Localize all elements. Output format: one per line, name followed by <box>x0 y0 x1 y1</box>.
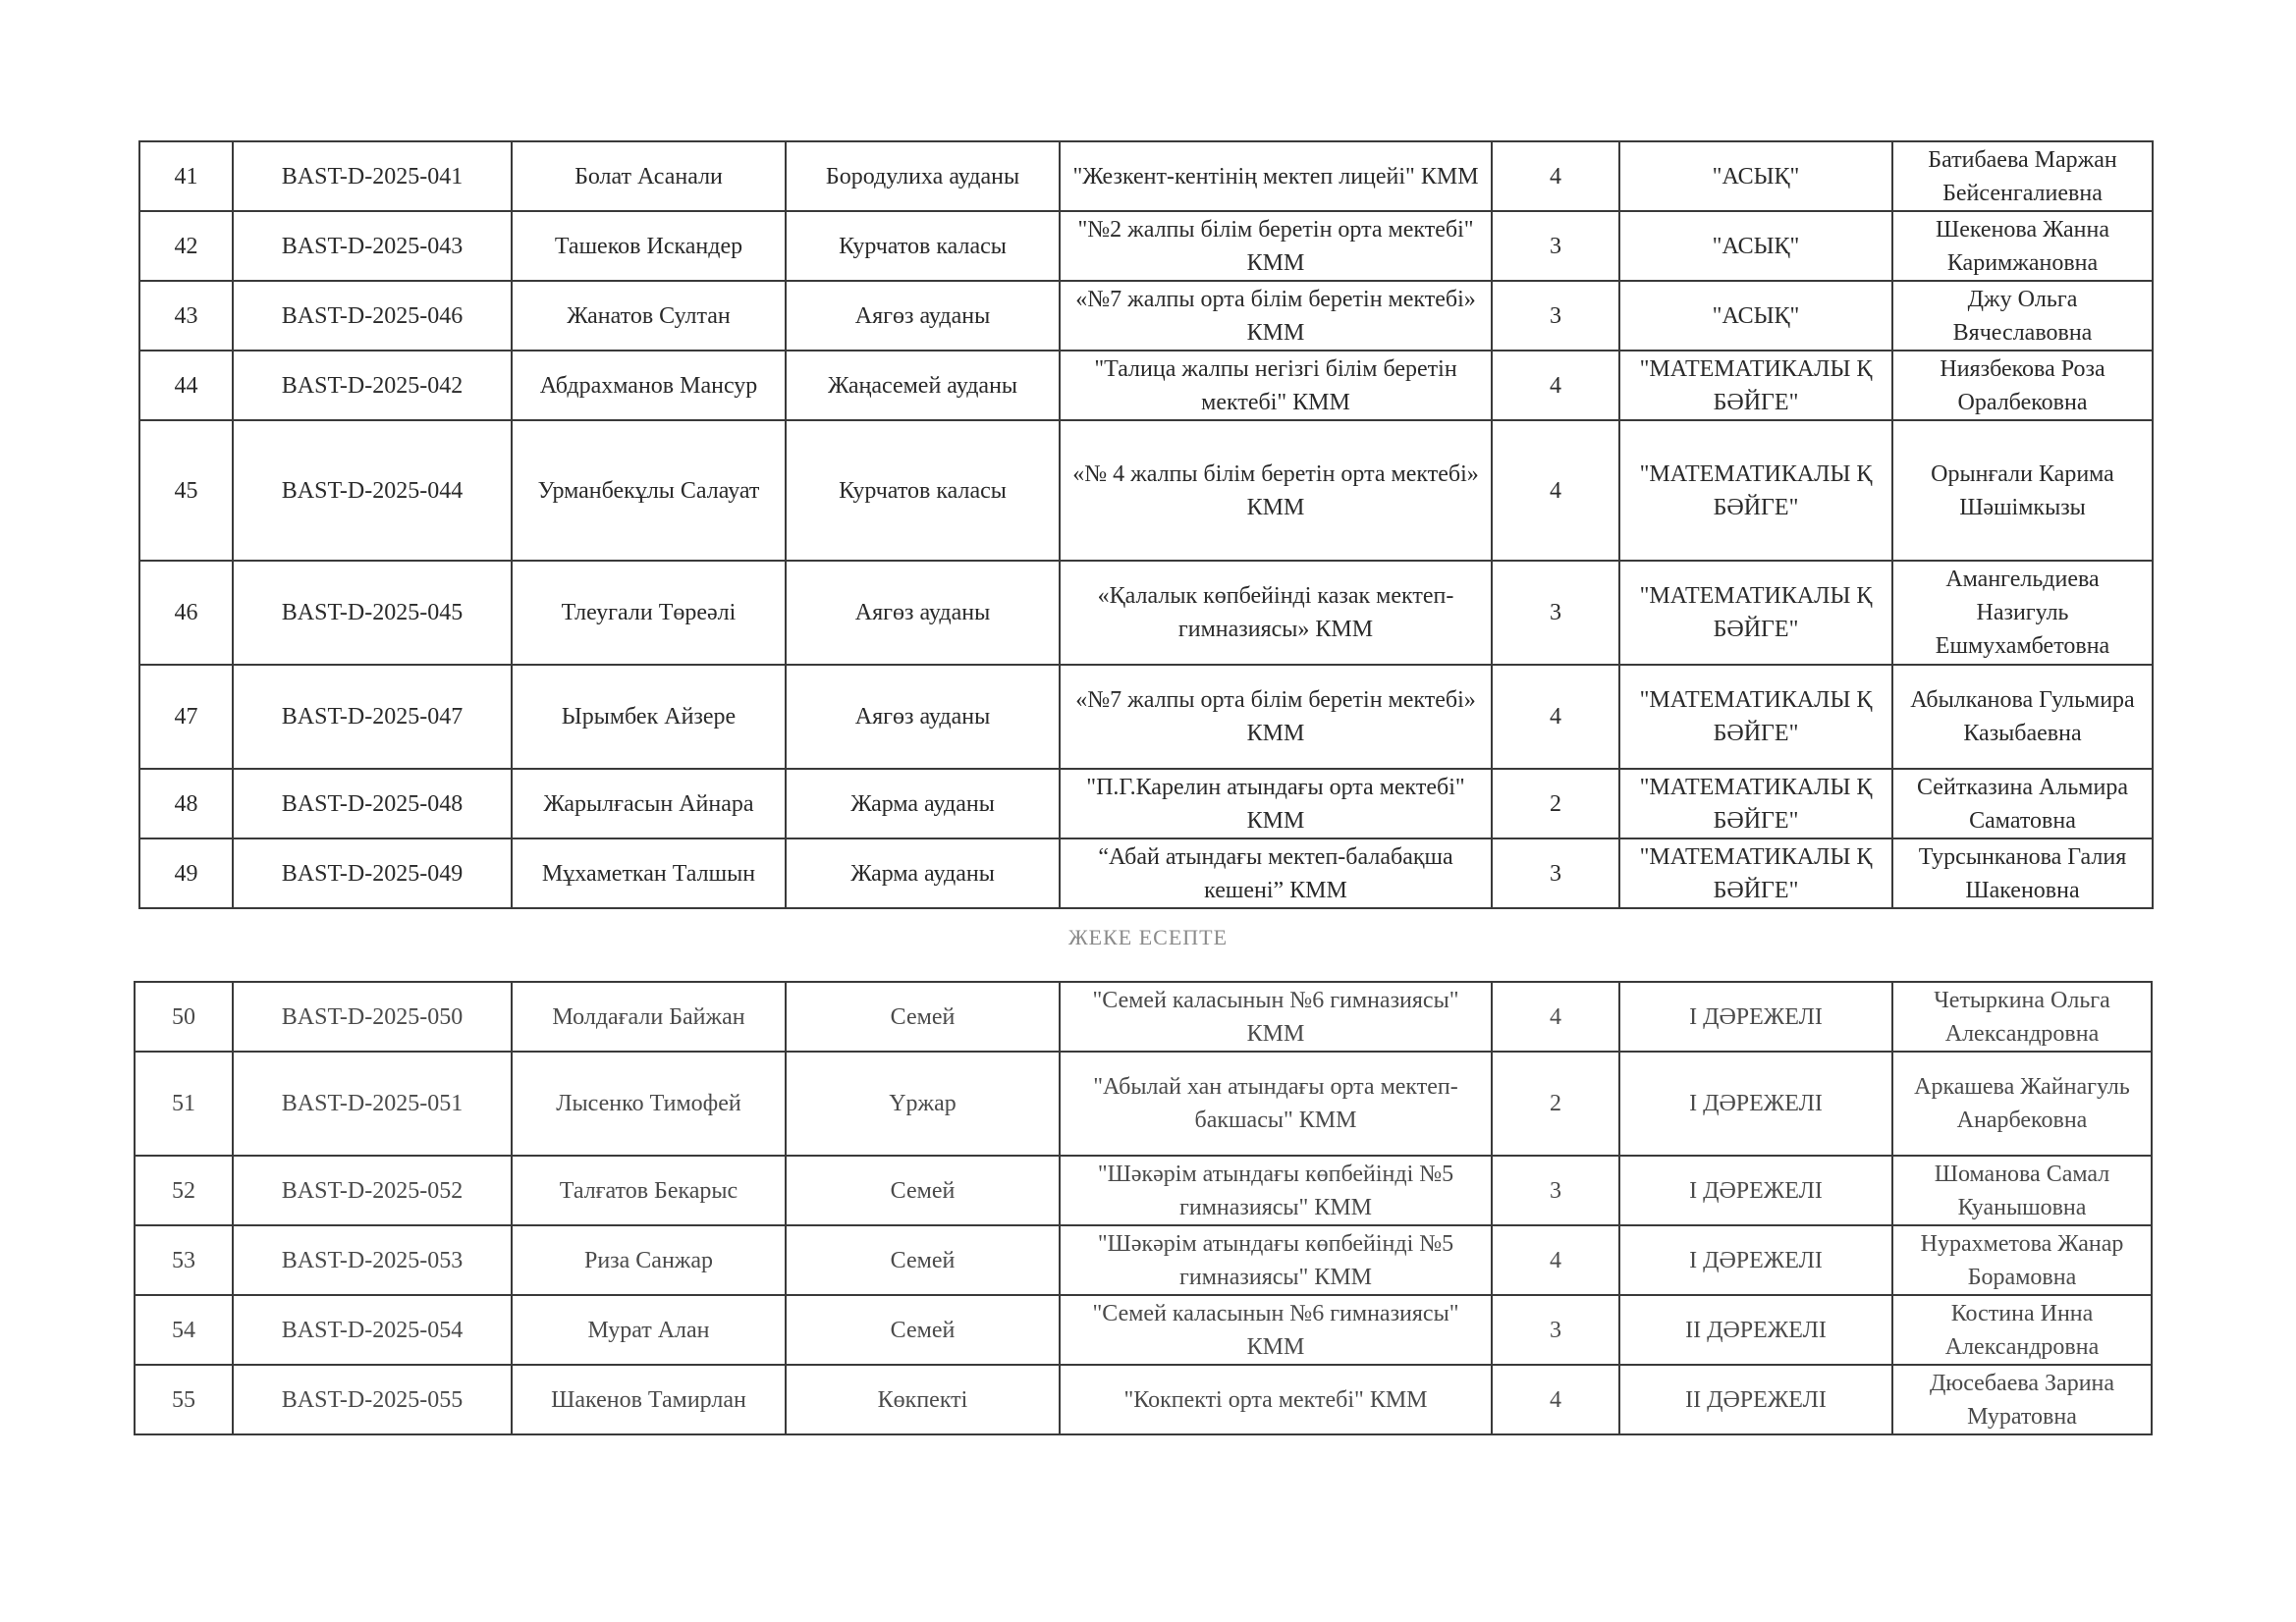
participant-code-cell: BAST-D-2025-041 <box>233 141 512 211</box>
table-row <box>135 1225 2152 1295</box>
teacher-cell: Батибаева Маржан Бейсенгалиевна <box>1892 141 2153 211</box>
school-cell: "Талица жалпы негізгі білім беретін мектебі" КММ <box>1060 351 1492 420</box>
school-cell: "Шәкәрім атындағы көпбейінді №5 гимназиясы" КММ <box>1060 1225 1492 1295</box>
participant-code-cell: BAST-D-2025-050 <box>233 982 512 1052</box>
school-cell: "П.Г.Карелин атындағы орта мектебі" КММ <box>1060 769 1492 838</box>
table-row <box>139 141 2153 211</box>
teacher-cell: Аркашева Жайнагуль Анарбековна <box>1892 1052 2152 1156</box>
grade-cell: 4 <box>1492 351 1619 420</box>
table-row <box>135 1295 2152 1365</box>
district-cell: Аягөз ауданы <box>786 281 1060 351</box>
category-cell: "АСЫҚ" <box>1619 281 1892 351</box>
row-number-cell: 46 <box>139 561 233 665</box>
grade-cell: 3 <box>1492 561 1619 665</box>
teacher-cell: Турсынканова Галия Шакеновна <box>1892 838 2153 908</box>
table-row <box>139 420 2153 561</box>
category-cell: "АСЫҚ" <box>1619 141 1892 211</box>
participant-name-cell: Ырымбек Айзере <box>512 665 786 769</box>
teacher-cell: Четыркина Ольга Александровна <box>1892 982 2152 1052</box>
participant-name-cell: Тлеугали Төреәлі <box>512 561 786 665</box>
participant-code-cell: BAST-D-2025-049 <box>233 838 512 908</box>
participant-code-cell: BAST-D-2025-046 <box>233 281 512 351</box>
participant-code-cell: BAST-D-2025-048 <box>233 769 512 838</box>
row-number-cell: 52 <box>135 1156 233 1225</box>
grade-cell: 3 <box>1492 211 1619 281</box>
participant-name-cell: Шакенов Тамирлан <box>512 1365 786 1434</box>
district-cell: Курчатов каласы <box>786 211 1060 281</box>
category-cell: І ДӘРЕЖЕЛІ <box>1619 982 1892 1052</box>
teacher-cell: Сейтказина Альмира Саматовна <box>1892 769 2153 838</box>
school-cell: «№ 4 жалпы білім беретін орта мектебі» КММ <box>1060 420 1492 561</box>
grade-cell: 4 <box>1492 1225 1619 1295</box>
school-cell: «Қалалык көпбейінді казак мектеп-гимназиясы» КММ <box>1060 561 1492 665</box>
table-row <box>135 1156 2152 1225</box>
table-row <box>139 769 2153 838</box>
school-cell: "Шәкәрім атындағы көпбейінді №5 гимназиясы" КММ <box>1060 1156 1492 1225</box>
row-number-cell: 44 <box>139 351 233 420</box>
school-cell: "Абылай хан атындағы орта мектеп-бакшасы" КММ <box>1060 1052 1492 1156</box>
participant-code-cell: BAST-D-2025-051 <box>233 1052 512 1156</box>
district-cell: Жаңасемей ауданы <box>786 351 1060 420</box>
participant-code-cell: BAST-D-2025-053 <box>233 1225 512 1295</box>
table-row <box>135 1052 2152 1156</box>
participant-name-cell: Мурат Алан <box>512 1295 786 1365</box>
participant-name-cell: Болат Асанали <box>512 141 786 211</box>
district-cell: Үржар <box>786 1052 1060 1156</box>
grade-cell: 4 <box>1492 141 1619 211</box>
participant-code-cell: BAST-D-2025-043 <box>233 211 512 281</box>
table-row <box>139 211 2153 281</box>
table-row <box>135 982 2152 1052</box>
participant-name-cell: Абдрахманов Мансур <box>512 351 786 420</box>
category-cell: "АСЫҚ" <box>1619 211 1892 281</box>
table-row <box>139 838 2153 908</box>
results-table-main-body <box>139 141 2153 908</box>
category-cell: І ДӘРЕЖЕЛІ <box>1619 1052 1892 1156</box>
grade-cell: 4 <box>1492 665 1619 769</box>
teacher-cell: Абылканова Гульмира Казыбаевна <box>1892 665 2153 769</box>
row-number-cell: 54 <box>135 1295 233 1365</box>
participant-code-cell: BAST-D-2025-045 <box>233 561 512 665</box>
teacher-cell: Ниязбекова Роза Оралбековна <box>1892 351 2153 420</box>
grade-cell: 4 <box>1492 982 1619 1052</box>
district-cell: Семей <box>786 1295 1060 1365</box>
district-cell: Семей <box>786 1225 1060 1295</box>
category-cell: "МАТЕМАТИКАЛЫ Қ БӘЙГЕ" <box>1619 561 1892 665</box>
participant-code-cell: BAST-D-2025-047 <box>233 665 512 769</box>
category-cell: "МАТЕМАТИКАЛЫ Қ БӘЙГЕ" <box>1619 838 1892 908</box>
grade-cell: 3 <box>1492 281 1619 351</box>
school-cell: "Жезкент-кентінің мектеп лицейі" КММ <box>1060 141 1492 211</box>
grade-cell: 3 <box>1492 1156 1619 1225</box>
school-cell: «№7 жалпы орта білім беретін мектебі» КММ <box>1060 665 1492 769</box>
school-cell: "№2 жалпы білім беретін орта мектебі" КММ <box>1060 211 1492 281</box>
district-cell: Жарма ауданы <box>786 769 1060 838</box>
row-number-cell: 42 <box>139 211 233 281</box>
participant-name-cell: Мұхаметкан Талшын <box>512 838 786 908</box>
results-table-main <box>138 140 2154 909</box>
teacher-cell: Амангельдиева Назигуль Ешмухамбетовна <box>1892 561 2153 665</box>
teacher-cell: Костина Инна Александровна <box>1892 1295 2152 1365</box>
results-table-individual-body <box>135 982 2152 1434</box>
teacher-cell: Орынғали Карима Шәшімкызы <box>1892 420 2153 561</box>
teacher-cell: Нурахметова Жанар Борамовна <box>1892 1225 2152 1295</box>
teacher-cell: Шекенова Жанна Каримжановна <box>1892 211 2153 281</box>
category-cell: ІІ ДӘРЕЖЕЛІ <box>1619 1295 1892 1365</box>
row-number-cell: 51 <box>135 1052 233 1156</box>
school-cell: "Кокпекті орта мектебі" КММ <box>1060 1365 1492 1434</box>
school-cell: “Абай атындағы мектеп-балабақша кешені” КММ <box>1060 838 1492 908</box>
row-number-cell: 47 <box>139 665 233 769</box>
participant-name-cell: Жарылғасын Айнара <box>512 769 786 838</box>
category-cell: І ДӘРЕЖЕЛІ <box>1619 1156 1892 1225</box>
participant-name-cell: Лысенко Тимофей <box>512 1052 786 1156</box>
grade-cell: 4 <box>1492 420 1619 561</box>
participant-code-cell: BAST-D-2025-042 <box>233 351 512 420</box>
row-number-cell: 53 <box>135 1225 233 1295</box>
row-number-cell: 43 <box>139 281 233 351</box>
participant-name-cell: Жанатов Султан <box>512 281 786 351</box>
school-cell: "Семей каласынын №6 гимназиясы" КММ <box>1060 982 1492 1052</box>
category-cell: "МАТЕМАТИКАЛЫ Қ БӘЙГЕ" <box>1619 665 1892 769</box>
row-number-cell: 45 <box>139 420 233 561</box>
row-number-cell: 50 <box>135 982 233 1052</box>
district-cell: Бородулиха ауданы <box>786 141 1060 211</box>
teacher-cell: Джу Ольга Вячеславовна <box>1892 281 2153 351</box>
school-cell: "Семей каласынын №6 гимназиясы" КММ <box>1060 1295 1492 1365</box>
district-cell: Семей <box>786 982 1060 1052</box>
teacher-cell: Дюсебаева Зарина Муратовна <box>1892 1365 2152 1434</box>
grade-cell: 3 <box>1492 838 1619 908</box>
category-cell: І ДӘРЕЖЕЛІ <box>1619 1225 1892 1295</box>
row-number-cell: 48 <box>139 769 233 838</box>
district-cell: Аягөз ауданы <box>786 561 1060 665</box>
participant-code-cell: BAST-D-2025-054 <box>233 1295 512 1365</box>
category-cell: "МАТЕМАТИКАЛЫ Қ БӘЙГЕ" <box>1619 420 1892 561</box>
participant-code-cell: BAST-D-2025-044 <box>233 420 512 561</box>
district-cell: Көкпекті <box>786 1365 1060 1434</box>
participant-code-cell: BAST-D-2025-052 <box>233 1156 512 1225</box>
grade-cell: 3 <box>1492 1295 1619 1365</box>
district-cell: Курчатов каласы <box>786 420 1060 561</box>
grade-cell: 2 <box>1492 1052 1619 1156</box>
district-cell: Аягөз ауданы <box>786 665 1060 769</box>
section-title: ЖЕКЕ ЕСЕПТЕ <box>1067 925 1229 949</box>
table-row <box>135 1365 2152 1434</box>
category-cell: "МАТЕМАТИКАЛЫ Қ БӘЙГЕ" <box>1619 351 1892 420</box>
table-row <box>139 561 2153 665</box>
table-row <box>139 281 2153 351</box>
category-cell: "МАТЕМАТИКАЛЫ Қ БӘЙГЕ" <box>1619 769 1892 838</box>
row-number-cell: 55 <box>135 1365 233 1434</box>
category-cell: ІІ ДӘРЕЖЕЛІ <box>1619 1365 1892 1434</box>
row-number-cell: 49 <box>139 838 233 908</box>
table-row <box>139 665 2153 769</box>
participant-name-cell: Риза Санжар <box>512 1225 786 1295</box>
participant-name-cell: Талғатов Бекарыс <box>512 1156 786 1225</box>
participant-code-cell: BAST-D-2025-055 <box>233 1365 512 1434</box>
row-number-cell: 41 <box>139 141 233 211</box>
district-cell: Жарма ауданы <box>786 838 1060 908</box>
school-cell: «№7 жалпы орта білім беретін мектебі» КММ <box>1060 281 1492 351</box>
participant-name-cell: Ташеков Искандер <box>512 211 786 281</box>
participant-name-cell: Урманбекұлы Салауат <box>512 420 786 561</box>
grade-cell: 2 <box>1492 769 1619 838</box>
teacher-cell: Шоманова Самал Куанышовна <box>1892 1156 2152 1225</box>
results-table-individual <box>134 981 2153 1435</box>
district-cell: Семей <box>786 1156 1060 1225</box>
grade-cell: 4 <box>1492 1365 1619 1434</box>
participant-name-cell: Молдағали Байжан <box>512 982 786 1052</box>
table-row <box>139 351 2153 420</box>
